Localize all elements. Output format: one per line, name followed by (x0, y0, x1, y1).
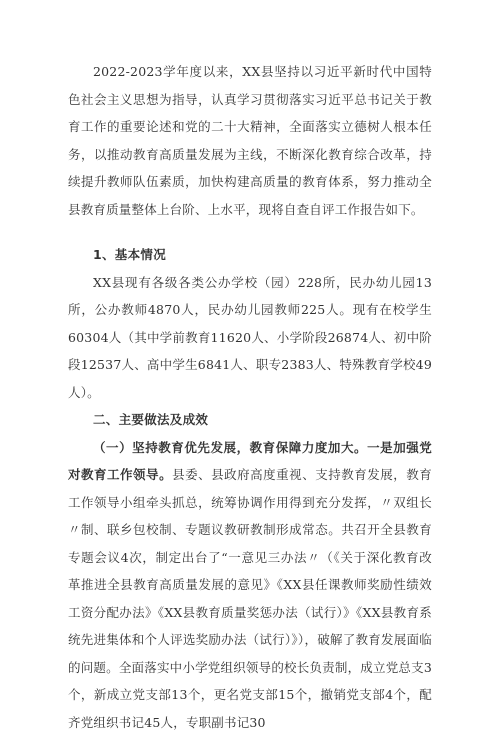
section-heading-basic-info: 1、基本情况 (68, 241, 432, 269)
subsection-body: 县委、县政府高度重视、支持教育发展，教育工作领导小组牵头抓总，统筹协调作用得到充分发挥，〃双组长〃制、联乡包校制、专题议教研教制形成常态。共召开全县教育专题会议4次，制定出台了“一意见三办法〃（《关于深化教育改革推进全县教育高质量发展的意见》《XX县任课教师奖励性绩效工资分配办法》《XX县教育质量奖惩办法（试行）》《XX县教育系统先进集体和个人评选奖励办法（试行）》），破解了教育发展面临的问题。全面落实中小学党组织领导的校长负责制，成立党总支3个，新成立党支部13个，更名党支部15个，撤销党支部4个，配齐党组织书记45人，专职副书记30 (68, 467, 432, 730)
basic-info-paragraph: XX县现有各级各类公办学校（园）228所，民办幼儿园13所，公办教师4870人，民办幼儿园教师225人。现有在校学生60304人（其中学前教育11620人、小学阶段26874人、初中阶段12537人、高中学生6841人、职专2383人、特殊教育学校49人）。 (68, 269, 432, 407)
intro-paragraph: 2022-2023学年度以来，XX县坚持以习近平新时代中国特色社会主义思想为指导，认真学习贯彻落实习近平总书记关于教育工作的重要论述和党的二十大精神，全面落实立德树人根本任务，以推动教育高质量发展为主线，不断深化教育综合改革，持续提升教师队伍素质，加快构建高质量的教育体系，努力推动全县教育质量整体上台阶、上水平，现将自查自评工作报告如下。 (68, 58, 432, 223)
subsection-heading-priority-development: （一）坚持教育优先发展，教育保障力度加大。一是加强党对教育工作领导。 (68, 440, 432, 483)
section-heading-main-practices: 二、主要做法及成效 (68, 406, 432, 434)
practices-paragraph (68, 434, 432, 736)
